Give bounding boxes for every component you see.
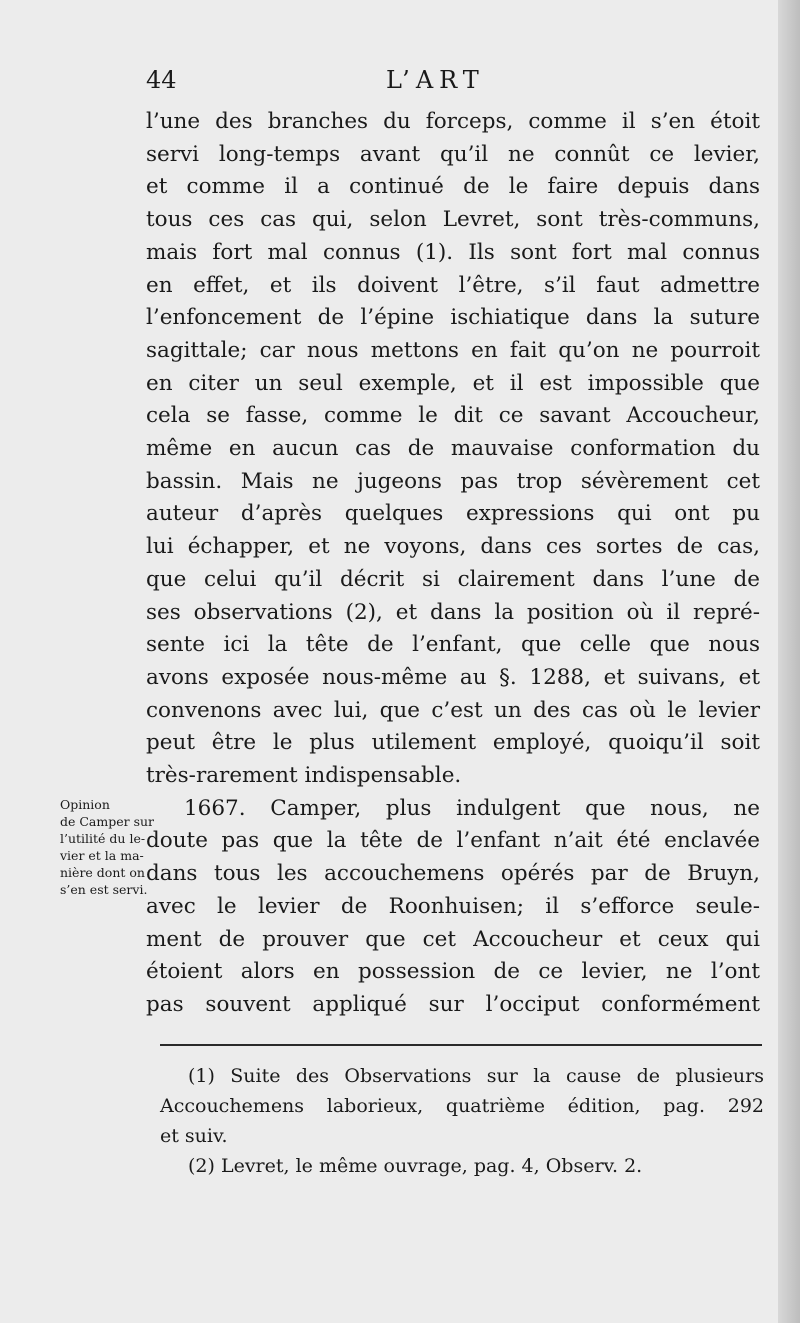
text-line: servi long-temps avant qu’il ne connût ce levier,	[146, 141, 760, 167]
text-line: avons exposée nous-même au §. 1288, et suivans, et	[146, 664, 760, 690]
text-line: même en aucun cas de mauvaise conformation du	[146, 436, 760, 462]
page-header	[146, 66, 750, 102]
text-line: tous ces cas qui, selon Levret, sont très-communs,	[146, 207, 760, 233]
text-line: en effet, et ils doivent l’être, s’il faut admettre	[146, 272, 760, 298]
margin-note-line: l’utilité du le-	[60, 831, 146, 846]
text-line: cela se fasse, comme le dit ce savant Accoucheur,	[146, 403, 760, 429]
margin-note-line: vier et la ma-	[60, 848, 144, 863]
text-line: très-rarement indispensable.	[146, 763, 462, 789]
text-line: ses observations (2), et dans la position où il repré-	[146, 599, 760, 625]
margin-note-line: s’en est servi.	[60, 882, 148, 897]
main-text	[146, 106, 760, 1022]
text-line: bassin. Mais ne jugeons pas trop sévèrement cet	[146, 468, 760, 494]
margin-note-line: Opinion	[60, 797, 110, 812]
margin-note-line: de Camper sur	[60, 814, 155, 829]
text-line: avec le levier de Roonhuisen; il s’efforce seule-	[146, 893, 760, 919]
margin-note	[60, 796, 156, 898]
text-line: doute pas que la tête de l’enfant n’ait été enclavée	[146, 828, 760, 854]
footnote-1-line: (1) Suite des Observations sur la cause de plusieurs	[188, 1065, 764, 1087]
footnote-rule	[160, 1044, 762, 1046]
margin-note-line: nière dont on	[60, 865, 145, 880]
running-title: L’ART	[386, 66, 485, 94]
footnote-1-line: et suiv.	[160, 1125, 228, 1147]
text-line: que celui qu’il décrit si clairement dans l’une de	[146, 566, 760, 592]
text-line: convenons avec lui, que c’est un des cas où le levier	[146, 697, 760, 723]
text-line: lui échapper, et ne voyons, dans ces sortes de cas,	[146, 534, 760, 560]
text-line: pas souvent appliqué sur l’occiput conformément	[146, 991, 760, 1017]
page-number: 44	[146, 66, 177, 94]
paragraph-1667-start: 1667. Camper, plus indulgent que nous, ne	[184, 795, 760, 821]
text-line: peut être le plus utilement employé, quoiqu’il soit	[146, 730, 760, 756]
text-line: ment de prouver que cet Accoucheur et ceux qui	[146, 926, 760, 952]
text-line: auteur d’après quelques expressions qui ont pu	[146, 501, 760, 527]
footnote-1-line: Accouchemens laborieux, quatrième édition, pag. 292	[160, 1095, 764, 1117]
page-edge	[778, 0, 800, 1323]
text-line: sagittale; car nous mettons en fait qu’on ne pourroit	[146, 337, 760, 363]
footnotes	[160, 1061, 764, 1181]
text-line: mais fort mal connus (1). Ils sont fort mal connus	[146, 239, 760, 265]
footnote-2: (2) Levret, le même ouvrage, pag. 4, Observ. 2.	[188, 1155, 643, 1177]
text-line: l’une des branches du forceps, comme il s’en étoit	[146, 109, 760, 134]
text-line: étoient alors en possession de ce levier, ne l’ont	[146, 959, 760, 985]
text-line: en citer un seul exemple, et il est impossible que	[146, 370, 760, 396]
text-line: l’enfoncement de l’épine ischiatique dans la suture	[146, 305, 760, 331]
text-line: dans tous les accouchemens opérés par de Bruyn,	[146, 861, 760, 887]
text-line: et comme il a continué de le faire depuis dans	[146, 174, 760, 200]
text-line: sente ici la tête de l’enfant, que celle que nous	[146, 632, 760, 658]
